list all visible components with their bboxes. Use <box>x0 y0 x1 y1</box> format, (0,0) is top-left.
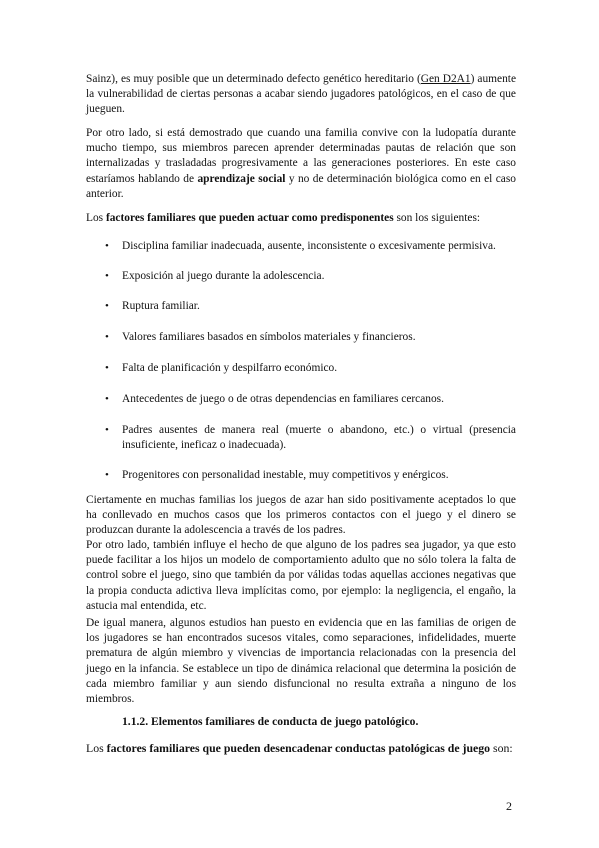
page-number: 2 <box>506 799 512 813</box>
paragraph-genetic <box>86 72 516 118</box>
list-item-text: Falta de planificación y despilfarro económico. <box>122 362 338 374</box>
bold-term: factores familiares que pueden desencadenar conductas patológicas de juego <box>106 741 491 755</box>
bullet-icon: • <box>105 300 109 312</box>
paragraph-text: ) aumente la vulnerabilidad de ciertas personas a acabar siendo jugadores patológicos, en el caso de que jueguen. <box>86 73 517 116</box>
section-heading: 1.1.2. Elementos familiares de conducta de juego patológico. <box>122 715 419 728</box>
bullet-icon: • <box>105 270 109 282</box>
bullet-icon: • <box>105 393 109 405</box>
paragraph-predisposing-intro <box>86 211 516 226</box>
paragraph-studies: De igual manera, algunos estudios han puesto en evidencia que en las familias de origen de los jugadores se han encontrados sucesos vitales, como separaciones, infidelidades, muerte prematura de algún miembro y vivencias de importancia relacionadas con la presencia del juego en la infancia. Se establece un tipo de dinámica relacional que determina la posición de cada miembro familiar y aun siendo disfuncional no resulta extraña a ninguno de los miembros. <box>86 617 516 706</box>
bullet-icon: • <box>105 469 109 481</box>
list-item-text: Antecedentes de juego o de otras dependencias en familiares cercanos. <box>122 393 444 405</box>
bullet-icon: • <box>105 362 109 374</box>
paragraph-parent-gambler: Por otro lado, también influye el hecho de que alguno de los padres sea jugador, ya que esto puede facilitar a los hijos un modelo de comportamiento adulto que no sólo tolera la falta de control sobre el juego, sino que también da por válidas todas aquellas acciones negativas que la propia conducta adictiva lleva implícitas como, por ejemplo: la negligencia, el engaño, la astucia mal entendida, etc. <box>86 539 516 612</box>
bullet-icon: • <box>105 424 109 436</box>
paragraph-text: Sainz), es muy posible que un determinado defecto genético hereditario ( <box>86 73 421 85</box>
paragraph-social-learning <box>86 126 516 202</box>
paragraph-text: Por otro lado, si está demostrado que cuando una familia convive con la ludopatía durante mucho tiempo, sus miembros parecen aprender determinadas pautas de relación que son internalizadas y trasladadas progresivamente a las generaciones posteriores. En este caso estaríamos hablando de <box>86 127 516 185</box>
list-item-text: Valores familiares basados en símbolos materiales y financieros. <box>122 331 416 343</box>
paragraph-triggering-intro <box>86 740 516 756</box>
bold-term: aprendizaje social <box>197 172 286 185</box>
gene-link[interactable]: Gen D2A1 <box>420 73 471 85</box>
list-item-text: Ruptura familiar. <box>122 300 200 312</box>
paragraph-text: son los siguientes: <box>393 212 481 224</box>
paragraph-text: y no de determinación biológica como en el caso anterior. <box>86 172 516 200</box>
list-item-text: Progenitores con personalidad inestable, muy competitivos y enérgicos. <box>122 469 449 481</box>
list-item-text: Padres ausentes de manera real (muerte o abandono, etc.) o virtual (presencia insuficiente, ineficaz o inadecuada). <box>122 424 516 452</box>
paragraph-text: son: <box>490 741 513 755</box>
bullet-icon: • <box>105 240 109 252</box>
bold-term: factores familiares que pueden actuar como predisponentes <box>105 212 394 224</box>
paragraph-chance-games: Ciertamente en muchas familias los juegos de azar han sido positivamente aceptados lo que ha conllevado en muchos casos que los primeros contactos con el juego y el dinero se produzcan durante la adolescencia a través de los padres. <box>86 494 516 537</box>
paragraph-text: Los <box>86 212 106 224</box>
bullet-icon: • <box>105 331 109 343</box>
list-item-text: Exposición al juego durante la adolescencia. <box>122 270 325 282</box>
list-item-text: Disciplina familiar inadecuada, ausente, inconsistente o excesivamente permisiva. <box>122 240 496 252</box>
paragraph-text: Los <box>86 741 107 755</box>
